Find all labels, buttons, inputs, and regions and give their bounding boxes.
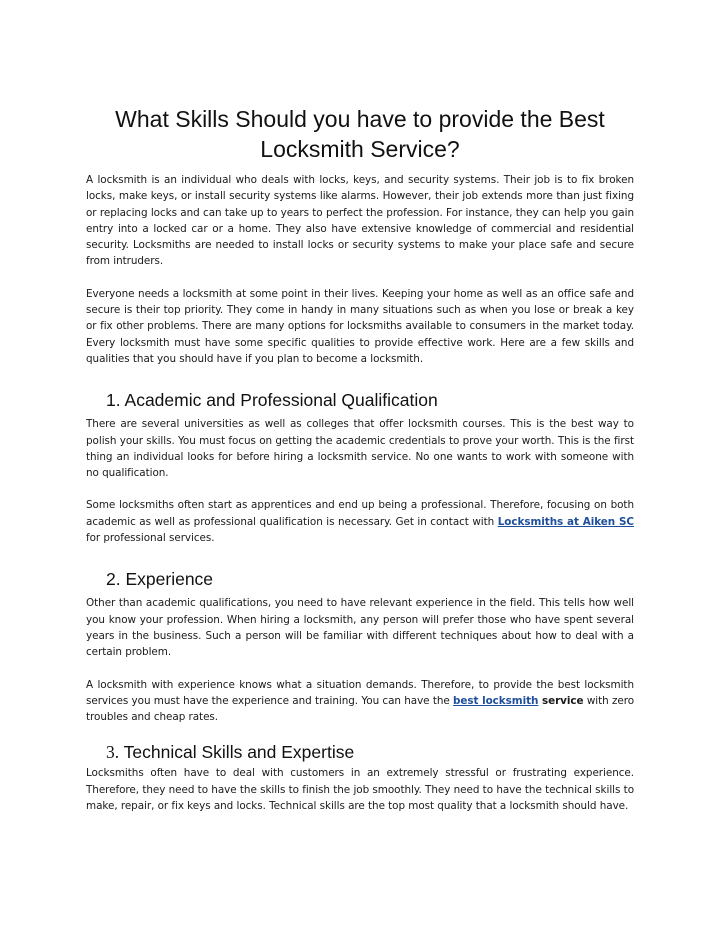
locksmiths-aiken-link[interactable]: Locksmiths at Aiken SC: [497, 515, 634, 528]
intro-paragraph-1: A locksmith is an individual who deals with locks, keys, and security systems. Their job is to fix broken locks, make keys, or install security systems like alarms. However, their job extends more than just fixing or replacing locks and can take up to years to perfect the profession. For instance, they can help you gain entry into a locked car or a home. They also have extensive knowledge of commercial and residential security. Locksmiths are needed to install locks or security systems to make your place safe and secure from intruders.: [86, 174, 634, 268]
page-title: What Skills Should you have to provide the Best Locksmith Service?: [115, 106, 605, 162]
qualification-paragraph-2: [86, 497, 634, 546]
experience-paragraph-2: [86, 677, 634, 726]
qualification-paragraph-1: There are several universities as well as colleges that offer locksmith courses. This is the best way to polish your skills. You must focus on getting the academic credentials to prove your worth. This is the first thing an individual looks for before hiring a locksmith service. No one wants to work with someone with no qualification.: [86, 418, 634, 480]
section-title: Experience: [125, 569, 214, 590]
section-heading-experience: [106, 568, 634, 590]
paragraph-text: Some locksmiths often start as apprentices and end up being a professional. Therefore, focusing on both academic as well as professional qualification is necessary. Get in contact with: [86, 499, 634, 528]
best-locksmith-link[interactable]: best locksmith: [453, 694, 539, 707]
section-title: Technical Skills and Expertise: [123, 742, 355, 763]
section-number: 1.: [106, 390, 121, 411]
section-number: 3.: [106, 742, 120, 763]
section-title: Academic and Professional Qualification: [124, 390, 438, 411]
bold-text: service: [538, 694, 584, 707]
paragraph-text: for professional services.: [86, 532, 215, 545]
paragraph-text: with zero troubles and cheap rates.: [86, 694, 635, 724]
paragraph-text: A locksmith with experience knows what a situation demands. Therefore, to provide the best locksmith services you must have the experience and training. You can have the: [86, 678, 634, 707]
section-number: 2.: [106, 569, 121, 590]
intro-paragraph-2: Everyone needs a locksmith at some point in their lives. Keeping your home as well as an office safe and secure is their top priority. They come in handy in many situations such as when you lose or break a key or fix other problems. There are many options for locksmiths available to consumers in the market today. Every locksmith must have some specific qualities to provide effective work. Here are a few skills and qualities that you should have if you plan to become a locksmith.: [86, 287, 634, 365]
technical-skills-paragraph-1: Locksmiths often have to deal with customers in an extremely stressful or frustrating experience. Therefore, they need to have the skills to finish the job smoothly. They need to have the technical skills to make, repair, or fix keys and locks. Technical skills are the top most quality that a locksmith should have.: [86, 767, 634, 813]
experience-paragraph-1: Other than academic qualifications, you need to have relevant experience in the field. This tells how well you know your profession. When hiring a locksmith, any person will prefer those who have spent several years in the business. Such a person will be familiar with different techniques about how to deal with a certain problem.: [86, 597, 634, 659]
section-heading-technical-skills: [106, 741, 634, 763]
section-heading-qualification: [106, 389, 634, 411]
